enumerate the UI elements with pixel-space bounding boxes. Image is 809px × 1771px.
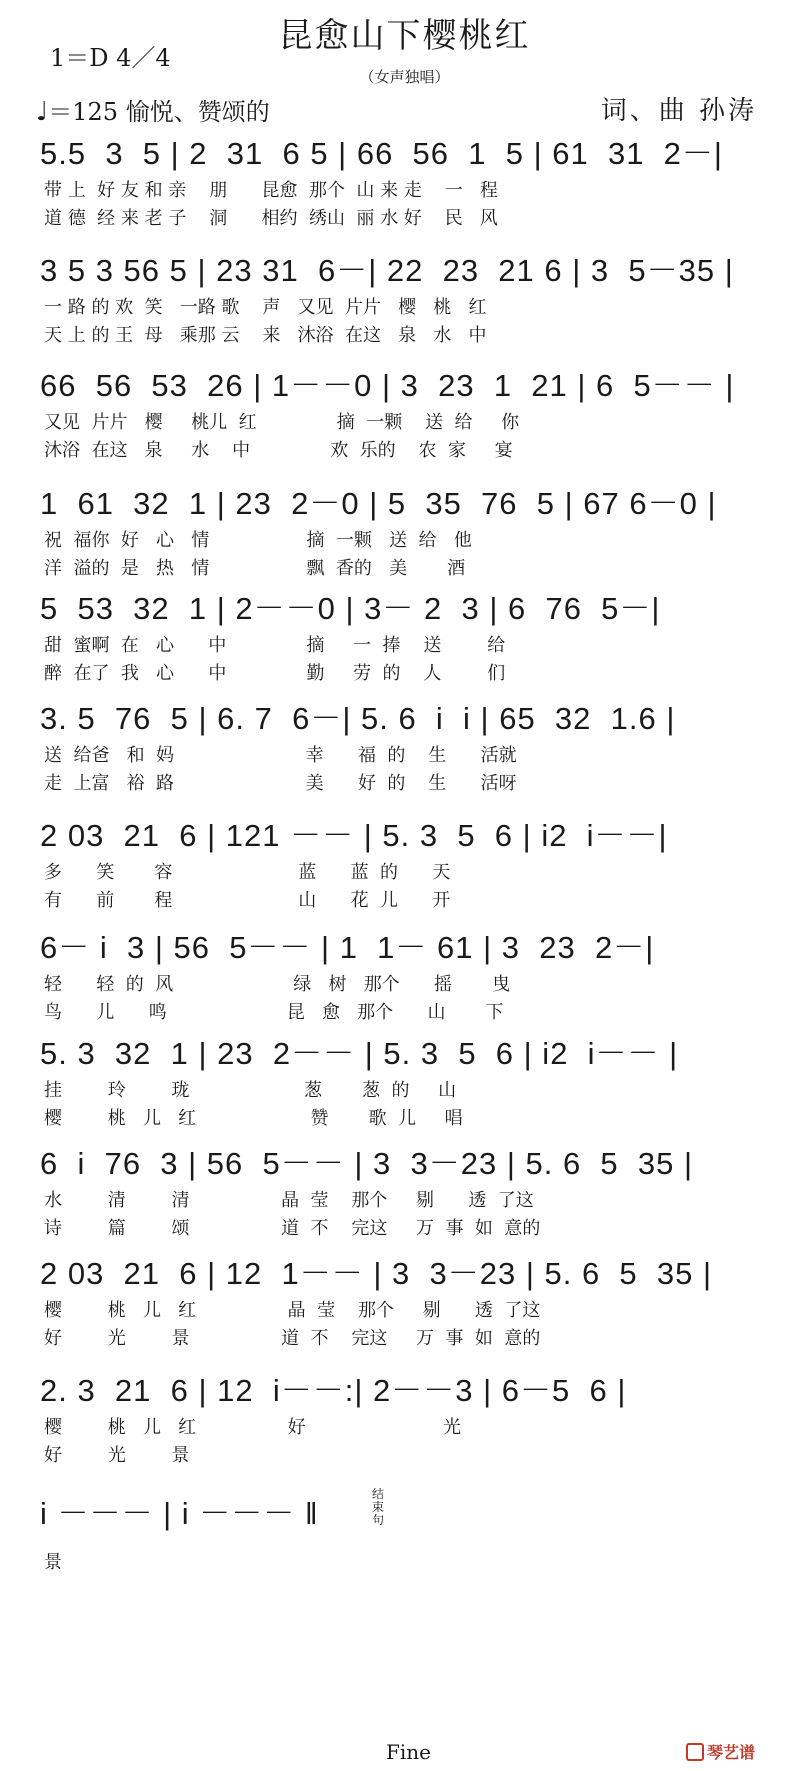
notation-line: 5.5 3 5 | 2 31 6 5 | 66 56 1 5 | 61 31 2－| [40,136,723,171]
lyric-verse-1: 带 上 好 友 和 亲 朋 昆愈 那个 山 来 走 一 程 [44,180,498,201]
lyric-verse-2: 洋 溢的 是 热 情 飘 香的 美 酒 [44,558,466,579]
lyric-verse-1: 挂 玲 珑 葱 葱 的 山 [44,1080,457,1101]
notation-line: 5. 3 32 1 | 23 2－－ | 5. 3 5 6 | i2 i－－ | [40,1036,679,1071]
lyric-verse-1: 轻 轻 的 风 绿 树 那个 摇 曳 [44,974,511,995]
lyric-verse-2: 樱 桃 儿 红 赞 歌 儿 唱 [44,1108,463,1129]
notation-line: 6 i 76 3 | 56 5－－ | 3 3－23 | 5. 6 5 35 | [40,1146,694,1181]
lyric-verse-1: 景 [44,1552,62,1573]
notation-line: 2 03 21 6 | 12 1－－ | 3 3－23 | 5. 6 5 35 | [40,1256,713,1291]
lyric-verse-1: 樱 桃 儿 红 好 光 [44,1417,461,1438]
lyric-verse-2: 诗 篇 颂 道 不 完这 万 事 如 意的 [44,1218,541,1239]
lyric-verse-2: 天 上 的 王 母 乘那 云 来 沐浴 在这 泉 水 中 [44,325,487,346]
key-signature: 1＝D 4／4 [50,44,171,72]
lyric-verse-1: 水 清 清 晶 莹 那个 剔 透 了这 [44,1190,534,1211]
lyric-verse-1: 又见 片片 樱 桃儿 红 摘 一颗 送 给 你 [44,412,520,433]
fine-marking: Fine [386,1740,431,1764]
lyric-verse-2: 有 前 程 山 花 儿 开 [44,890,451,911]
quarter-note-icon: ♩ [36,97,49,127]
notation-line: 3. 5 76 5 | 6. 7 6－| 5. 6 i i | 65 32 1.6 | [40,701,676,736]
notation-line: i －－－ | i －－－ ‖ [40,1496,319,1531]
song-title: 昆愈山下樱桃红 [278,16,531,56]
lyric-verse-2: 好 光 景 道 不 完这 万 事 如 意的 [44,1328,541,1349]
lyric-verse-1: 多 笑 容 蓝 蓝 的 天 [44,862,451,883]
notation-line: 2 03 21 6 | 121 －－ | 5. 3 5 6 | i2 i－－| [40,818,668,853]
lyric-verse-1: 樱 桃 儿 红 晶 莹 那个 剔 透 了这 [44,1300,541,1321]
notation-line: 3 5 3 56 5 | 23 31 6－| 22 23 21 6 | 3 5－35 | [40,253,734,288]
logo-icon [686,1743,704,1761]
lyric-verse-2: 沐浴 在这 泉 水 中 欢 乐的 农 家 宴 [44,440,513,461]
notation-line: 6－ i 3 | 56 5－－ | 1 1－ 61 | 3 23 2－| [40,930,655,965]
notation-line: 66 56 53 26 | 1－－0 | 3 23 1 21 | 6 5－－ | [40,368,735,403]
notation-line: 5 53 32 1 | 2－－0 | 3－ 2 3 | 6 76 5－| [40,591,661,626]
song-subtitle: （女声独唱） [359,68,450,86]
lyric-verse-2: 走 上富 裕 路 美 好 的 生 活呀 [44,773,517,794]
tempo-text: ＝125 愉悦、赞颂的 [48,98,270,126]
tempo-marking [36,92,270,127]
lyric-verse-1: 祝 福你 好 心 情 摘 一颗 送 给 他 [44,530,472,551]
notation-line: 1 61 32 1 | 23 2－0 | 5 35 76 5 | 67 6－0 | [40,486,717,521]
watermark-text: 琴艺谱 [706,1743,755,1762]
lyric-verse-1: 一 路 的 欢 笑 一路 歌 声 又见 片片 樱 桃 红 [44,297,487,318]
credit-line: 词、曲 孙涛 [600,96,757,126]
lyric-verse-2: 醉 在了 我 心 中 勤 劳 的 人 们 [44,663,506,684]
watermark-logo [686,1740,755,1763]
lyric-verse-2: 道 德 经 来 老 子 洞 相约 绣山 丽 水 好 民 风 [44,208,498,229]
ending-label: 结束句 [372,1487,385,1527]
lyric-verse-2: 好 光 景 [44,1445,190,1466]
lyric-verse-1: 送 给爸 和 妈 幸 福 的 生 活就 [44,745,517,766]
notation-line: 2. 3 21 6 | 12 i－－:| 2－－3 | 6－5 6 | [40,1373,627,1408]
lyric-verse-1: 甜 蜜啊 在 心 中 摘 一 捧 送 给 [44,635,506,656]
lyric-verse-2: 鸟 儿 鸣 昆 愈 那个 山 下 [44,1002,504,1023]
